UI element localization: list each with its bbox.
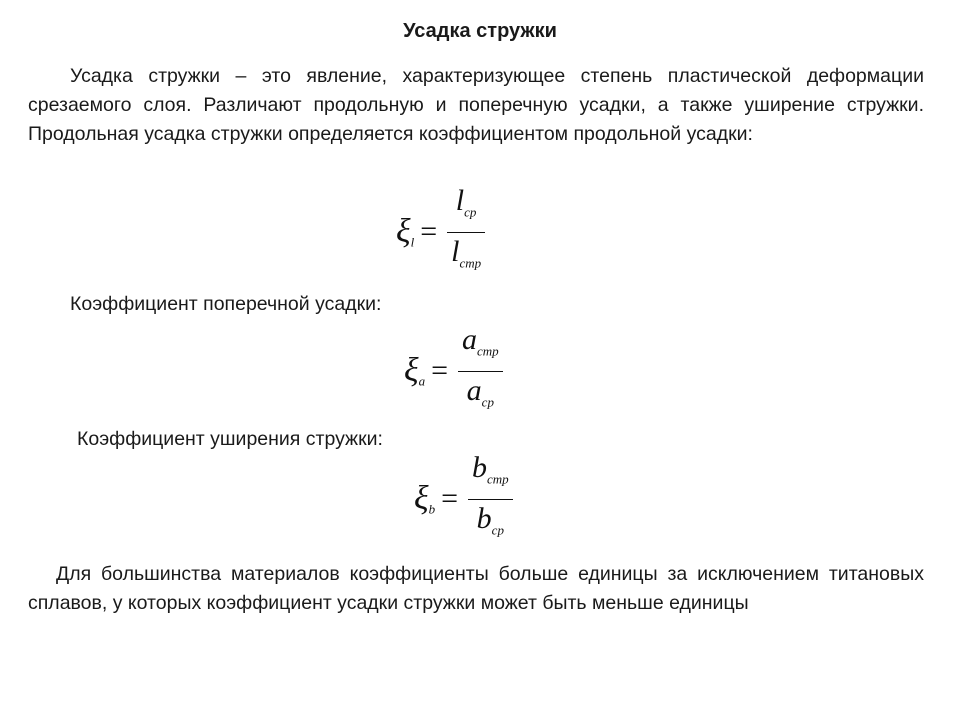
conclusion-paragraph: Для большинства материалов коэффициенты больше единицы за исключением титановых сплавов, у которых коэффициент усадки стружки может быть меньше единицы xyxy=(28,563,924,614)
formula-symbol: $\xi_a$ xyxy=(404,352,426,389)
formula-equals: = xyxy=(431,354,448,387)
formula-numerator: $b_{стр}$ xyxy=(471,451,509,487)
transverse-shrinkage-label: Коэффициент поперечной усадки: xyxy=(70,293,382,315)
formula-fraction xyxy=(458,321,503,421)
formula-equals: = xyxy=(441,482,458,515)
page-title: Усадка стружки xyxy=(403,20,557,42)
formula-fraction xyxy=(447,182,485,282)
formula-denominator: $a_{ср}$ xyxy=(466,373,494,409)
formula-symbol: $\xi_b$ xyxy=(414,480,436,517)
formula-denominator: $l_{стр}$ xyxy=(451,234,482,270)
widening-formula xyxy=(414,451,513,543)
formula-denominator: $b_{ср}$ xyxy=(476,501,504,537)
formula-equals: = xyxy=(420,215,438,248)
formula-numerator: $l_{ср}$ xyxy=(455,184,477,220)
widening-label: Коэффициент уширения стружки: xyxy=(77,428,383,450)
formula-symbol: $\xi_l$ xyxy=(396,213,415,250)
formula-fraction xyxy=(468,449,513,549)
formula-numerator: $a_{стр}$ xyxy=(461,323,499,359)
intro-paragraph: Усадка стружки – это явление, характеризующее степень пластической деформации срезаемого слоя. Различают продольную и поперечную усадки, а также уширение стружки. Продольная усадка стружки определяется коэффициентом продольной усадки: xyxy=(28,65,924,145)
longitudinal-shrinkage-formula xyxy=(396,186,485,278)
transverse-shrinkage-formula xyxy=(404,325,503,417)
